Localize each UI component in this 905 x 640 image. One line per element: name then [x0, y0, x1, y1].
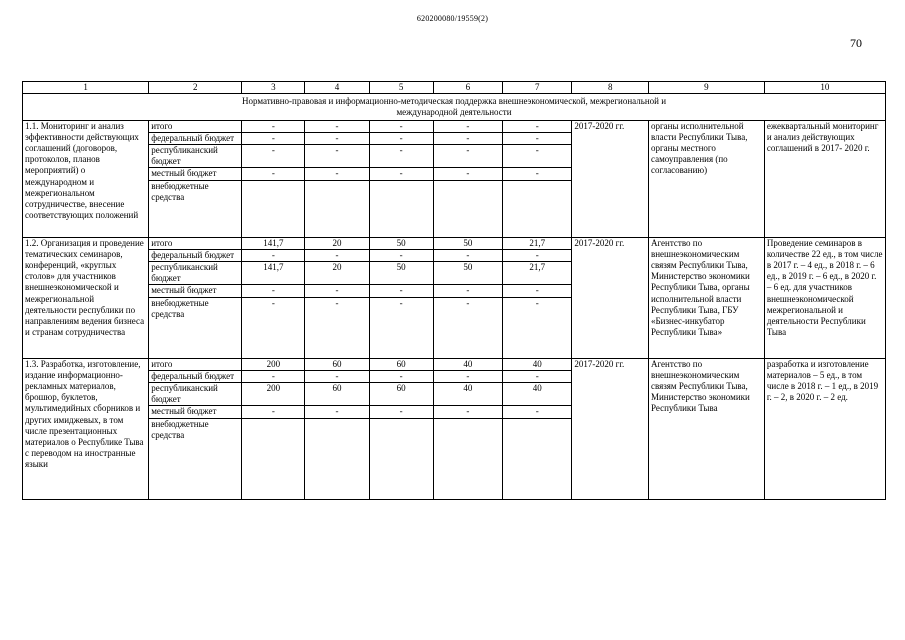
value-cell: - [369, 249, 433, 261]
table-row [23, 358, 886, 370]
task-title: 1.2. Организация и проведение тематических семинаров, конференций, «круглых столов» для участников внешнеэкономической и межрегиональной деятельности республики по направлениям ведения бизнеса и странам сотрудничества [23, 237, 149, 358]
value-cell [503, 418, 572, 499]
value-cell: 40 [433, 358, 502, 370]
value-cell: - [369, 168, 433, 180]
column-header: 9 [648, 82, 764, 94]
value-cell: 40 [503, 358, 572, 370]
task-result: разработка и изготовление материалов – 5 ед., в том числе в 2018 г. – 1 ед., в 2019 г. – 2, в 2020 г. – 2 ед. [764, 358, 885, 499]
value-cell: 21,7 [503, 237, 572, 249]
task-result: Проведение семинаров в количестве 22 ед., в том числе в 2017 г. – 4 ед., в 2018 г. – 6 ед., в 2019 г. – 6 ед., в 2020 г. – 6 ед. для участников внешнеэкономической межрегиональной и деятельности Республики Тыва [764, 237, 885, 358]
column-header: 5 [369, 82, 433, 94]
value-cell [369, 180, 433, 237]
funding-source: федеральный бюджет [149, 132, 242, 144]
value-cell: 50 [433, 262, 502, 285]
value-cell: - [305, 168, 369, 180]
value-cell: 141,7 [242, 237, 305, 249]
value-cell: - [369, 132, 433, 144]
funding-source: республиканский бюджет [149, 383, 242, 406]
task-period: 2017-2020 гг. [572, 237, 649, 358]
value-cell: - [433, 120, 502, 132]
funding-source: местный бюджет [149, 168, 242, 180]
section-title: Нормативно-правовая и информационно-методическая поддержка внешнеэкономической, межрегиональной и международной деятельности [23, 94, 886, 120]
value-cell: 141,7 [242, 262, 305, 285]
column-header: 7 [503, 82, 572, 94]
column-header: 4 [305, 82, 369, 94]
value-cell [305, 180, 369, 237]
task-executor: органы исполнительной власти Республики Тыва, органы местного самоуправления (по согласованию) [648, 120, 764, 237]
value-cell: - [433, 145, 502, 168]
funding-source: республиканский бюджет [149, 262, 242, 285]
value-cell: 60 [305, 358, 369, 370]
value-cell: - [369, 406, 433, 418]
value-cell: - [369, 120, 433, 132]
table-row [23, 237, 886, 249]
funding-source: итого [149, 358, 242, 370]
value-cell: - [503, 297, 572, 358]
value-cell: - [242, 406, 305, 418]
task-executor: Агентство по внешнеэкономическим связям Республики Тыва, Министерство экономики Республики Тыва [648, 358, 764, 499]
funding-source: республиканский бюджет [149, 145, 242, 168]
value-cell: - [305, 285, 369, 297]
value-cell: 40 [433, 383, 502, 406]
value-cell: - [242, 297, 305, 358]
value-cell: 20 [305, 237, 369, 249]
value-cell: - [433, 406, 502, 418]
value-cell: 40 [503, 383, 572, 406]
table-row [23, 120, 886, 132]
value-cell: - [242, 132, 305, 144]
value-cell: - [369, 370, 433, 382]
value-cell: - [433, 132, 502, 144]
task-title: 1.1. Мониторинг и анализ эффективности действующих соглашений (договоров, протоколов, планов мероприятий) о международном и межрегиональном сотрудничестве, внесение соответствующих положений [23, 120, 149, 237]
document-code: 620200080/19559(2) [416, 14, 489, 23]
value-cell [503, 180, 572, 237]
value-cell: - [305, 120, 369, 132]
value-cell: - [433, 249, 502, 261]
task-title: 1.3. Разработка, изготовление, издание информационно-рекламных материалов, брошюр, буклетов, мультимедийных сборников и других имиджевых, в том числе презентационных материалов о Республике Тыва с переводом на иностранные языки [23, 358, 149, 499]
value-cell: - [433, 370, 502, 382]
task-executor: Агентство по внешнеэкономическим связям Республики Тыва, Министерство экономики Республики Тыва, органы исполнительной власти Республики Тыва, ГБУ «Бизнес-инкубатор Республики Тыва» [648, 237, 764, 358]
value-cell: 60 [369, 358, 433, 370]
value-cell: 60 [305, 383, 369, 406]
value-cell: - [242, 168, 305, 180]
value-cell: - [503, 132, 572, 144]
value-cell: 50 [369, 262, 433, 285]
funding-source: федеральный бюджет [149, 249, 242, 261]
value-cell [242, 180, 305, 237]
funding-source: внебюджетные средства [149, 180, 242, 237]
value-cell [305, 418, 369, 499]
value-cell [433, 180, 502, 237]
value-cell: - [369, 285, 433, 297]
page-number: 70 [850, 36, 862, 50]
value-cell: 50 [433, 237, 502, 249]
value-cell [369, 418, 433, 499]
value-cell: - [503, 168, 572, 180]
value-cell [242, 418, 305, 499]
value-cell: - [242, 145, 305, 168]
value-cell: 200 [242, 358, 305, 370]
value-cell: - [503, 370, 572, 382]
task-period: 2017-2020 гг. [572, 120, 649, 237]
funding-source: федеральный бюджет [149, 370, 242, 382]
section-row [23, 94, 886, 120]
column-header: 2 [149, 82, 242, 94]
task-result: ежеквартальный мониторинг и анализ действующих соглашений в 2017- 2020 г. [764, 120, 885, 237]
value-cell: - [305, 370, 369, 382]
value-cell: 50 [369, 237, 433, 249]
value-cell: 200 [242, 383, 305, 406]
value-cell: - [503, 406, 572, 418]
funding-source: местный бюджет [149, 406, 242, 418]
column-header: 10 [764, 82, 885, 94]
value-cell: - [305, 132, 369, 144]
value-cell: - [369, 297, 433, 358]
value-cell: - [242, 249, 305, 261]
value-cell: - [242, 120, 305, 132]
column-header: 6 [433, 82, 502, 94]
value-cell: - [305, 145, 369, 168]
column-header: 1 [23, 82, 149, 94]
value-cell: 60 [369, 383, 433, 406]
task-period: 2017-2020 гг. [572, 358, 649, 499]
value-cell: - [305, 249, 369, 261]
program-table [22, 81, 886, 500]
column-header: 3 [242, 82, 305, 94]
value-cell: - [433, 168, 502, 180]
funding-source: итого [149, 120, 242, 132]
column-number-row [23, 82, 886, 94]
value-cell: - [433, 297, 502, 358]
value-cell: - [503, 120, 572, 132]
value-cell: - [369, 145, 433, 168]
value-cell: - [305, 406, 369, 418]
value-cell [433, 418, 502, 499]
funding-source: местный бюджет [149, 285, 242, 297]
value-cell: - [503, 285, 572, 297]
value-cell: - [503, 249, 572, 261]
funding-source: итого [149, 237, 242, 249]
value-cell: - [433, 285, 502, 297]
value-cell: 20 [305, 262, 369, 285]
value-cell: - [242, 285, 305, 297]
value-cell: - [242, 370, 305, 382]
value-cell: - [305, 297, 369, 358]
value-cell: - [503, 145, 572, 168]
column-header: 8 [572, 82, 649, 94]
funding-source: внебюджетные средства [149, 418, 242, 499]
value-cell: 21,7 [503, 262, 572, 285]
funding-source: внебюджетные средства [149, 297, 242, 358]
